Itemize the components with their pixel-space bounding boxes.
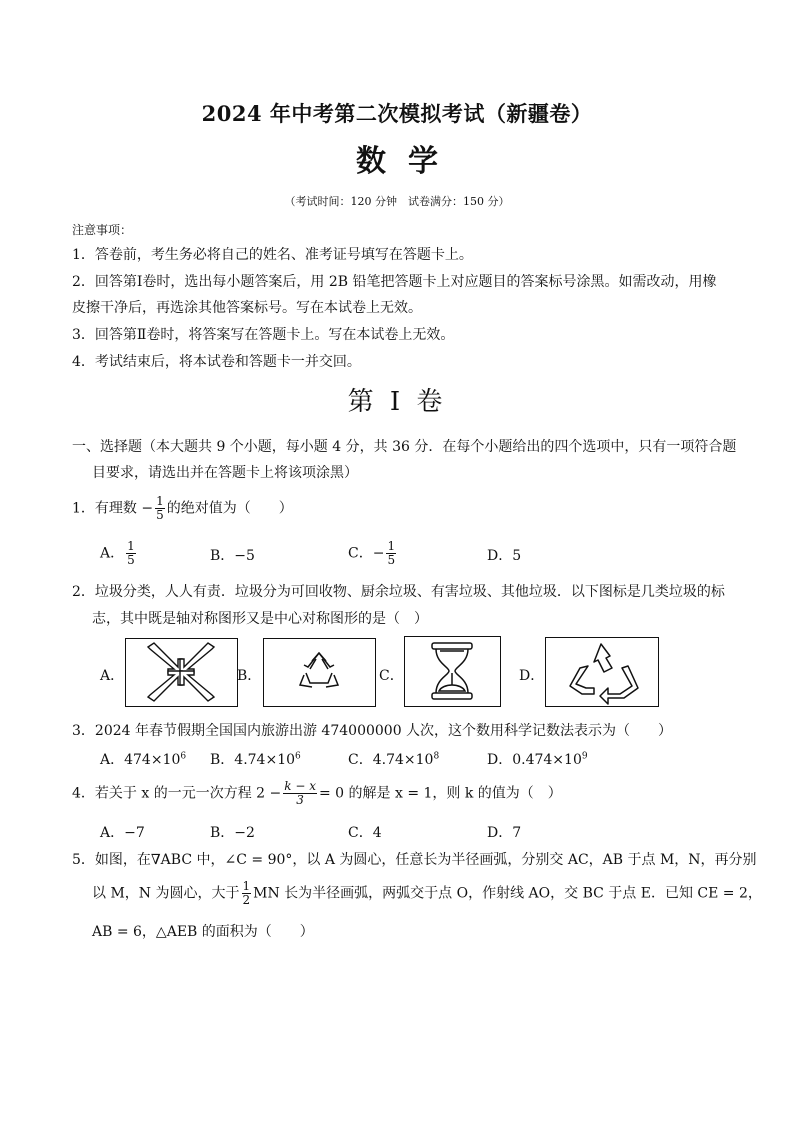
q1-option-a-den: 5	[127, 553, 135, 567]
q3-option-c-exp: 8	[433, 751, 440, 762]
q1-option-c-den: 5	[387, 553, 396, 567]
q2-option-b-image	[263, 638, 376, 707]
q1-suffix: 的绝对值为（ ）	[166, 500, 293, 517]
subject-title: 数学	[356, 144, 460, 179]
q5-fraction	[242, 880, 252, 907]
q2-option-d-image	[545, 637, 659, 707]
q2-option-d-label: D．	[519, 668, 545, 684]
q1-option-b: B．−5	[210, 548, 255, 564]
note-item: 2．回答第Ⅰ卷时，选出每小题答案后，用 2B 铅笔把答题卡上对应题目的答案标号涂黑。如需改动，用橡	[72, 274, 717, 290]
q3-option-b-base: B．4.74×10	[210, 752, 296, 768]
exam-title: 2024 年中考第二次模拟考试（新疆卷）	[201, 101, 593, 126]
question-5-stem	[92, 880, 762, 907]
section-title: 第 I 卷	[347, 387, 447, 417]
q2-option-a-image	[125, 638, 238, 707]
q1-option-d: D．5	[487, 548, 522, 564]
inward-arrows-icon	[126, 639, 236, 705]
q3-option-a	[100, 749, 186, 769]
q4-prefix: 4．若关于 x 的一元一次方程 2 −	[72, 785, 282, 802]
question-2-stem: 志，其中既是轴对称图形又是中心对称图形的是（ ）	[92, 611, 428, 627]
q5-fraction-num: 1	[242, 879, 251, 893]
hourglass-icon	[405, 637, 499, 705]
question-5-stem: AB = 6，△AEB 的面积为（ ）	[92, 924, 314, 940]
q1-prefix: 1．有理数 −	[72, 500, 154, 517]
q1-option-a-label: A．	[100, 545, 125, 562]
question-2-stem: 2．垃圾分类，人人有责．垃圾分为可回收物、厨余垃圾、有害垃圾、其他垃圾．以下图标是几类垃圾的标	[72, 584, 725, 600]
q1-option-c-fraction	[386, 540, 396, 567]
q1-option-a-num: 1	[127, 539, 135, 553]
q1-option-c-num: 1	[387, 539, 396, 553]
q3-option-a-base: A．474×10	[100, 752, 181, 768]
q5-fraction-den: 2	[242, 893, 251, 907]
recycle-icon	[264, 639, 374, 705]
q1-fraction-num: 1	[156, 494, 164, 508]
recycle-triangle-icon	[546, 638, 657, 705]
question-3-stem: 3．2024 年春节假期全国国内旅游出游 474000000 人次，这个数用科学记数法表示为（ ）	[72, 723, 673, 739]
notes-heading: 注意事项：	[72, 223, 133, 237]
q4-option-d: D．7	[487, 825, 522, 841]
q3-option-b-exp: 6	[295, 751, 301, 762]
q4-option-b: B．−2	[210, 825, 255, 841]
note-item: 1．答卷前，考生务必将自己的姓名、准考证号填写在答题卡上。	[72, 247, 473, 263]
q3-option-c-base: C．4.74×10	[348, 752, 434, 768]
q4-option-c: C．4	[348, 825, 382, 841]
q3-option-d-base: D．0.474×10	[487, 752, 582, 768]
q3-option-b	[210, 749, 301, 769]
q2-option-c-label: C．	[379, 668, 404, 684]
q2-option-b-label: B．	[237, 668, 262, 684]
q3-option-d-exp: 9	[581, 751, 588, 762]
q1-option-c	[348, 540, 398, 567]
q4-fraction	[283, 780, 317, 807]
q2-option-a-label: A．	[100, 668, 125, 684]
q4-option-a: A．−7	[100, 825, 145, 841]
q4-fraction-den: 3	[296, 793, 304, 807]
part-one-instruction: 目要求，请选出并在答题卡上将该项涂黑）	[92, 465, 358, 481]
question-4-stem	[72, 780, 562, 807]
q2-option-c-image	[404, 636, 501, 707]
q3-option-a-exp: 6	[180, 751, 187, 762]
q1-option-a	[100, 540, 138, 567]
q3-option-c	[348, 749, 439, 769]
note-item: 3．回答第Ⅱ卷时，将答案写在答题卡上。写在本试卷上无效。	[72, 327, 455, 343]
q5-line2-prefix: 以 M，N 为圆心，大于	[92, 885, 240, 902]
q1-fraction	[155, 495, 165, 522]
question-1-stem	[72, 495, 293, 522]
part-one-instruction: 一、选择题（本大题共 9 个小题，每小题 4 分，共 36 分．在每个小题给出的四个选项中，只有一项符合题	[72, 439, 737, 455]
q4-suffix: = 0 的解是 x = 1，则 k 的值为（ ）	[318, 785, 562, 802]
q1-option-a-fraction	[126, 540, 136, 567]
q3-option-d	[487, 749, 588, 769]
exam-time-info: （考试时间：120 分钟 试卷满分：150 分）	[284, 195, 510, 208]
q5-line2-suffix: MN 长为半径画弧，两弧交于点 O，作射线 AO，交 BC 于点 E．已知 CE = 2，	[253, 885, 762, 902]
question-5-stem: 5．如图，在∇ABC 中，∠C = 90°，以 A 为圆心，任意长为半径画弧，分别交 AC，AB 于点 M，N，再分别	[72, 852, 757, 868]
note-item: 皮擦干净后，再选涂其他答案标号。写在本试卷上无效。	[72, 300, 422, 316]
q4-fraction-num: k − x	[284, 779, 316, 793]
q1-fraction-den: 5	[156, 508, 164, 522]
q1-option-c-label: C．−	[348, 545, 385, 562]
note-item: 4．考试结束后，将本试卷和答题卡一并交回。	[72, 354, 361, 370]
